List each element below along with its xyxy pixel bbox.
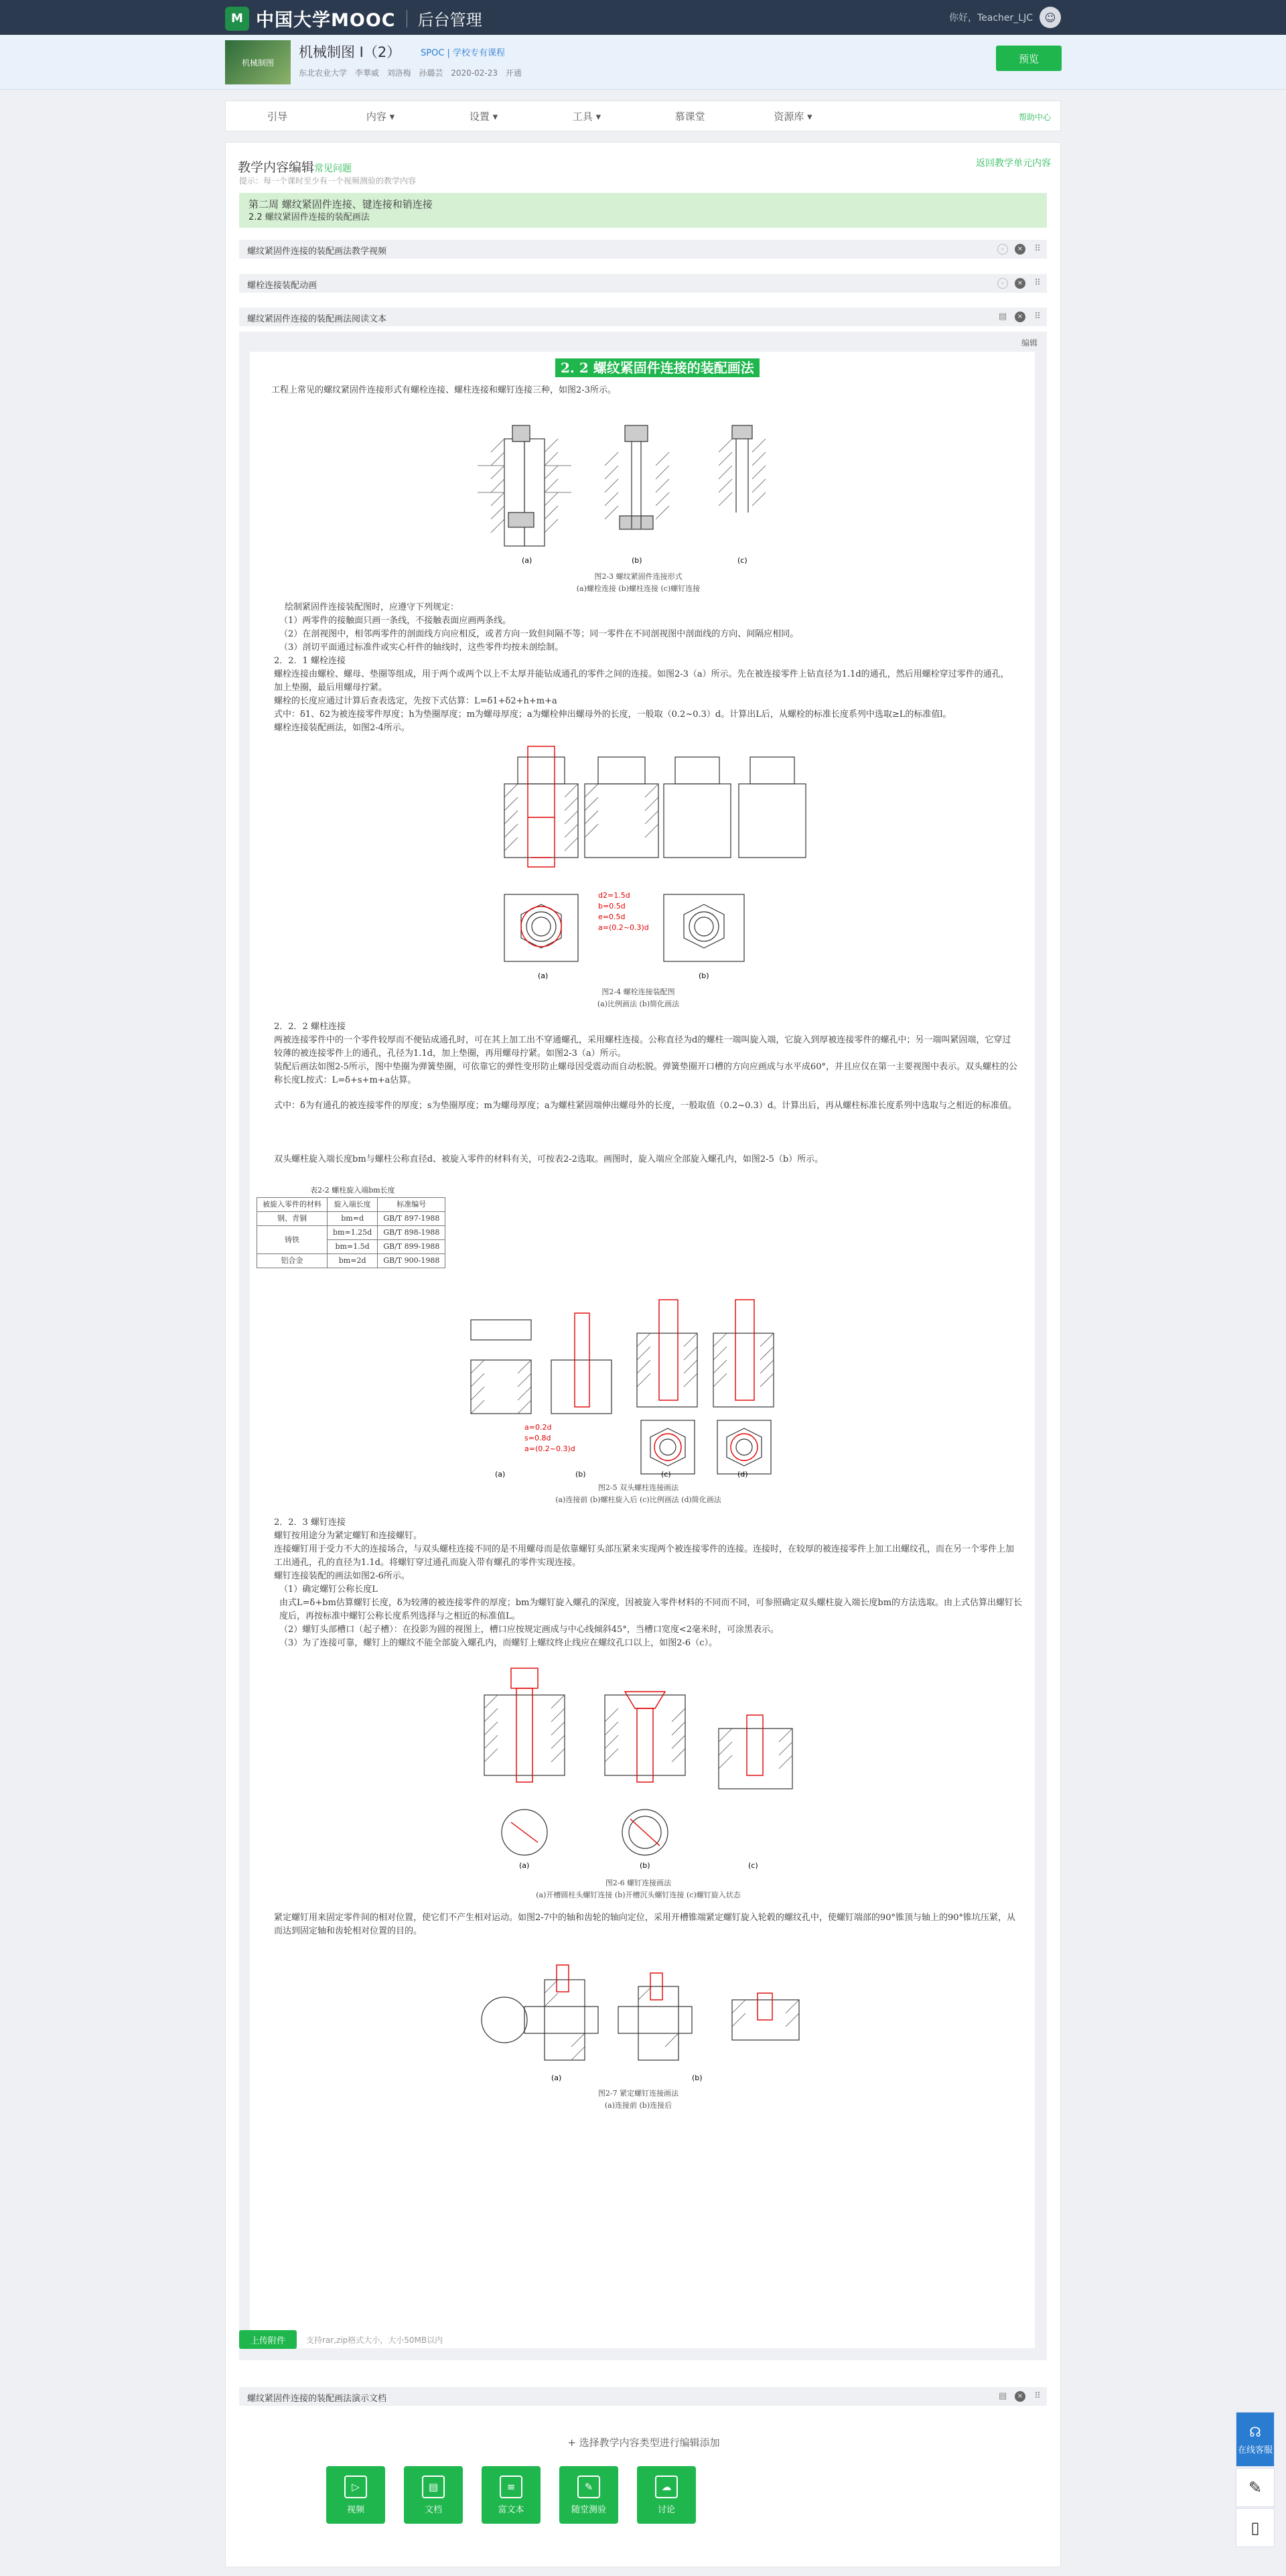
document-icon: ▤ [998,2391,1007,2401]
content-editor-panel [225,142,1061,2567]
nav-item-guide[interactable]: 引导 [267,110,287,123]
figure-2-3 [464,412,812,573]
chapter-title: 第二周 螺纹紧固件连接、键连接和销连接 [248,198,433,210]
paragraph: （3）剖切平面通过标准件或实心杆件的轴线时，这些零件均按未剖绘制。 [279,642,564,653]
figure-subcaption: (a)比例画法 (b)简化画法 [597,1000,680,1008]
formula-label: s=0.8d [524,1434,551,1442]
paragraph: 螺栓连接由螺栓、螺母、垫圈等组成，用于两个或两个以上不太厚并能钻成通孔的零件之间的连接。如图2-3（a）所示。先在被连接零件上钻直径为1.1d的通孔，然后用螺栓穿过零件的通孔，加上垫圈，最后用螺母拧紧。 [274,669,1009,693]
add-button-label: 视频 [346,2504,364,2515]
paragraph: （1）两零件的接触面只画一条线，不接触表面应画两条线。 [279,616,512,626]
paragraph: 螺栓连接装配画法，如图2-4所示。 [274,723,410,733]
preview-button[interactable]: 预览 [996,46,1062,71]
page-title [238,157,352,176]
course-thumbnail: 机械制图 [225,40,291,84]
paragraph: 连接螺钉用于受力不大的连接场合，与双头螺柱连接不同的是不用螺母而是依靠螺钉头部压紧来实现两个被连接零件的连接。连接时，在较厚的被连接零件上加工出螺纹孔，而在另一个零件上加工出通孔，孔的直径为1.1d。将螺钉穿过通孔而旋入带有螺孔的零件实现连接。 [274,1544,1015,1568]
table-row [257,1226,445,1240]
figure-subcaption: (a)螺栓连接 (b)螺柱连接 (c)螺钉连接 [576,584,701,593]
paragraph: 两被连接零件中的一个零件较厚而不便钻成通孔时，可在其上加工出不穿通螺孔，采用螺柱连接。公称直径为d的螺柱一端叫旋入端，它旋入到厚被连接零件的螺孔中；另一端叫紧固端，它穿过较薄的被连接零件上的通孔，孔径为1.1d，加上垫圈，再用螺母拧紧。如图2-3（a）所示。 [274,1035,1011,1059]
figure-subcaption: (a)开槽圆柱头螺钉连接 (b)开槽沉头螺钉连接 (c)螺钉旋入状态 [536,1891,741,1899]
add-button-label: 随堂测验 [571,2504,606,2515]
table-header: 旋入端长度 [328,1198,378,1212]
online-service-label: 在线客服 [1237,2445,1273,2455]
drag-handle-icon[interactable]: ⠿ [1034,2391,1041,2401]
table-cell: GB/T 897-1988 [378,1212,445,1226]
chapter-banner [239,193,1047,228]
page-hint: 提示：每一个课时至少有一个视频测验的教学内容 [239,176,417,186]
page-title-text: 教学内容编辑 [238,160,315,175]
section-title: 螺栓连接装配动画 [247,281,317,291]
formula-label: a=0.2d [524,1423,552,1432]
paragraph: 螺钉按用途分为紧定螺钉和连接螺钉。 [274,1531,423,1541]
add-discussion-button[interactable] [637,2466,696,2524]
document-icon: ▤ [422,2476,445,2498]
paragraph: 螺栓的长度应通过计算后查表选定，先按下式估算：L=δ1+δ2+h+m+a [274,696,557,706]
table-cell: bm=1.25d [328,1226,378,1240]
figure-subcaption: (a)连接前 (b)螺柱旋入后 (c)比例画法 (d)简化画法 [555,1495,721,1504]
site-logo[interactable] [225,5,482,31]
delete-icon[interactable]: × [1015,278,1025,289]
section-row[interactable] [239,274,1047,293]
table-cell: bm=1.5d [328,1240,378,1254]
pencil-icon: ✎ [1248,2478,1263,2497]
add-content-title: + 选择教学内容类型进行编辑添加 [567,2437,720,2449]
quiz-icon: ✎ [577,2476,600,2498]
figure-2-6 [471,1655,806,1876]
section-heading: 2．2．2 螺柱连接 [274,1022,346,1032]
figure-caption: 图2-5 双头螺柱连接画法 [597,1483,679,1492]
user-greeting: 你好，Teacher_LJC [948,13,1033,23]
figure-label: (b) [692,2074,703,2082]
help-center-link[interactable]: 帮助中心 [1018,113,1051,122]
figure-caption: 图2-3 螺纹紧固件连接形式 [594,572,683,581]
add-content-buttons [326,2466,701,2524]
user-menu[interactable] [949,7,1061,28]
back-to-unit-link[interactable]: 返回教学单元内容 [976,158,1051,169]
document-icon: ▤ [998,312,1007,322]
figure-label: (b) [699,971,709,980]
figure-caption: 图2-7 紧定螺钉连接画法 [597,2089,679,2098]
paragraph: 绘制紧固件连接装配图时，应遵守下列规定： [285,602,459,612]
richtext-document[interactable] [250,352,1035,2348]
online-service-button[interactable] [1236,2412,1275,2467]
figure-label: (a) [538,971,549,980]
figure-caption: 图2-6 螺钉连接画法 [605,1879,672,1887]
paragraph: （2）螺钉头部槽口（起子槽）：在投影为圆的视图上，槽口应按规定画成与中心线倾斜45°，当槽口宽度<2毫米时，可涂黑表示。 [279,1625,779,1635]
table-header: 标准编号 [378,1198,445,1212]
add-button-label: 文档 [424,2504,442,2515]
video-icon: ▷ [344,2476,367,2498]
figure-label: (a) [495,1470,506,1479]
logo-text: 中国大学MOOC [256,10,396,31]
figure-label: (a) [551,2074,562,2082]
figure-label: (d) [737,1470,748,1479]
add-button-label: 讨论 [657,2504,675,2515]
chapter-subtitle: 2.2 螺纹紧固件连接的装配画法 [248,212,370,222]
avatar[interactable]: ☺ [1040,7,1061,28]
table-cell: bm=2d [328,1254,378,1268]
figure-label: (a) [519,1861,530,1870]
figure-label: (c) [661,1470,671,1479]
richtext-icon: ≡ [500,2476,522,2498]
status-icon: ◦ [997,244,1008,255]
paragraph: 螺钉连接装配的画法如图2-6所示。 [274,1571,410,1581]
add-video-button[interactable] [326,2466,385,2524]
section-title: 螺纹紧固件连接的装配画法教学视频 [247,247,387,257]
paragraph: 双头螺柱旋入端长度bm与螺柱公称直径d、被旋入零件的材料有关，可按表2-2选取。画图时，旋入端应全部旋入螺孔内，如图2-5（b）所示。 [274,1154,824,1164]
upload-attachment-button[interactable]: 上传附件 [239,2330,297,2349]
discussion-icon: ☁ [655,2476,678,2498]
formula-label: a=(0.2~0.3)d [598,923,649,932]
section-row[interactable] [239,240,1047,259]
paragraph: 由式L=δ+bm估算螺钉长度，δ为较薄的被连接零件的厚度；bm为螺钉旋入螺孔的深度，因被旋入零件材料的不同而不同，可参照确定双头螺柱旋入端长度bm的方法选取。由上式估算出螺钉长度后，再按标准中螺钉公称长度系列选择与之相近的标准值L。 [279,1598,1023,1621]
course-header [0,35,1286,90]
table-header: 被旋入零件的材料 [257,1198,328,1212]
section-row[interactable] [239,308,1047,326]
table-cell: 钢、青铜 [257,1212,328,1226]
add-button-label: 富文本 [498,2504,524,2515]
notebook-icon: ▯ [1251,2518,1260,2537]
document-title: 2. 2 螺纹紧固件连接的装配画法 [555,358,760,377]
paragraph: （1）确定螺钉公称长度L [279,1584,378,1595]
formula-label: b=0.5d [598,902,626,910]
delete-icon[interactable]: × [1015,312,1025,322]
formula-label: e=0.5d [598,912,626,921]
section-title: 螺纹紧固件连接的装配画法阅读文本 [247,314,387,324]
section-title: 螺纹紧固件连接的装配画法演示文档 [247,2394,387,2404]
table-caption: 表2-2 螺柱旋入端bm长度 [310,1186,395,1195]
nav-item-settings[interactable]: 设置 ▾ [469,110,498,123]
figure-label: (a) [522,556,532,565]
table-cell: 铸铁 [257,1226,328,1254]
faq-link[interactable]: 常见问题 [314,163,352,174]
table-row [257,1254,445,1268]
paragraph: （2）在剖视图中，相邻两零件的剖面线方向应相反，或者方向一致但间隔不等；同一零件在不同剖视图中剖面线的方向、间隔应相同。 [279,629,799,639]
paragraph: 工程上常见的螺纹紧固件连接形式有螺栓连接、螺柱连接和螺钉连接三种，如图2-3所示。 [271,385,616,395]
delete-icon[interactable]: × [1015,244,1025,255]
course-nav [225,100,1061,131]
course-type-tag: SPOC | 学校专有课程 [421,48,506,58]
status-icon: ◦ [997,278,1008,289]
table-row [257,1212,445,1226]
drag-handle-icon[interactable]: ⠿ [1034,244,1041,254]
table-cell: GB/T 900-1988 [378,1254,445,1268]
drag-handle-icon[interactable]: ⠿ [1034,312,1041,322]
table-cell: bm=d [328,1212,378,1226]
upload-tip: 支持rar,zip格式大小，大小50MB以内 [306,2335,443,2345]
paragraph: 装配后画法如图2-5所示，图中垫圈为弹簧垫圈，可依靠它的弹性变形防止螺母因受震动而自动松脱。弹簧垫圈开口槽的方向应画成与水平成60°，并且应仅在第一主要视图中表示。双头螺柱的公称长度L按式：L=δ+s+m+a估算。 [274,1062,1017,1085]
add-document-button[interactable] [404,2466,463,2524]
nav-item-content[interactable]: 内容 ▾ [366,110,395,123]
nav-item-tools[interactable]: 工具 ▾ [572,110,601,123]
paragraph: 式中：δ为有通孔的被连接零件的厚度；s为垫圈厚度；m为螺母厚度；a为螺柱紧固端伸出螺母外的长度，一般取值（0.2~0.3）d。计算出后，再从螺柱标准长度系列中选取与之相近的标准值。 [274,1101,1017,1111]
richtext-editor[interactable] [239,332,1047,2360]
section-heading: 2．2．1 螺栓连接 [274,656,346,666]
paragraph: （3）为了连接可靠，螺钉上的螺纹不能全部旋入螺孔内，而螺钉上螺纹终止线应在螺纹孔口以上，如图2-6（c）。 [279,1638,717,1648]
add-quiz-button[interactable] [559,2466,618,2524]
figure-2-7 [471,1953,806,2087]
float-edit-button[interactable] [1236,2468,1275,2507]
figure-label: (b) [575,1470,586,1479]
section-row[interactable] [239,2387,1047,2406]
section-heading: 2．2．3 螺钉连接 [274,1517,346,1528]
table-cell: GB/T 898-1988 [378,1226,445,1240]
course-title: 机械制图 I（2） [299,44,401,60]
nav-item-mooc-class[interactable]: 慕课堂 [674,110,705,123]
course-meta: 东北农业大学 李華威 刘洛梅 孙璐芸 2020-02-23 开通 [299,68,522,78]
figure-2-5 [464,1286,812,1481]
paragraph: 式中：δ1、δ2为被连接零件厚度；h为垫圈厚度；m为螺母厚度；a为螺栓伸出螺母外的长度，一般取（0.2~0.3）d。计算出L后，从螺栓的标准长度系列中选取≥L的标准值l。 [274,709,952,720]
formula-label: d2=1.5d [598,891,630,900]
drag-handle-icon[interactable]: ⠿ [1034,278,1041,288]
figure-subcaption: (a)连接前 (b)连接后 [604,2101,672,2110]
admin-title: 后台管理 [417,11,482,29]
table-cell: GB/T 899-1988 [378,1240,445,1254]
float-note-button[interactable] [1236,2508,1275,2547]
headset-icon: ☊ [1249,2423,1261,2440]
figure-2-4 [491,737,812,985]
paragraph: 紧定螺钉用来固定零件间的相对位置，使它们不产生相对运动。如图2-7中的轴和齿轮的轴向定位，采用开槽锥端紧定螺钉旋入轮毂的螺纹孔中，使螺钉端部的90°锥顶与轴上的90°锥坑压紧，从而达到固定轴和齿轮相对位置的目的。 [274,1913,1016,1936]
attachment-row [239,2330,443,2349]
figure-caption: 图2-4 螺栓连接装配图 [601,988,675,996]
top-bar [0,0,1286,35]
figure-label: (b) [632,556,642,565]
figure-label: (c) [748,1861,758,1870]
table-header-row [257,1198,445,1212]
delete-icon[interactable]: × [1015,2391,1025,2402]
figure-label: (b) [640,1861,650,1870]
nav-item-resources[interactable]: 资源库 ▾ [774,110,812,123]
bm-length-table [257,1197,445,1268]
figure-label: (c) [737,556,747,565]
logo-mark-icon: M [225,7,249,31]
add-richtext-button[interactable] [482,2466,541,2524]
edit-link[interactable]: 编辑 [1021,338,1038,348]
formula-label: a=(0.2~0.3)d [524,1444,575,1453]
table-cell: 铝合金 [257,1254,328,1268]
